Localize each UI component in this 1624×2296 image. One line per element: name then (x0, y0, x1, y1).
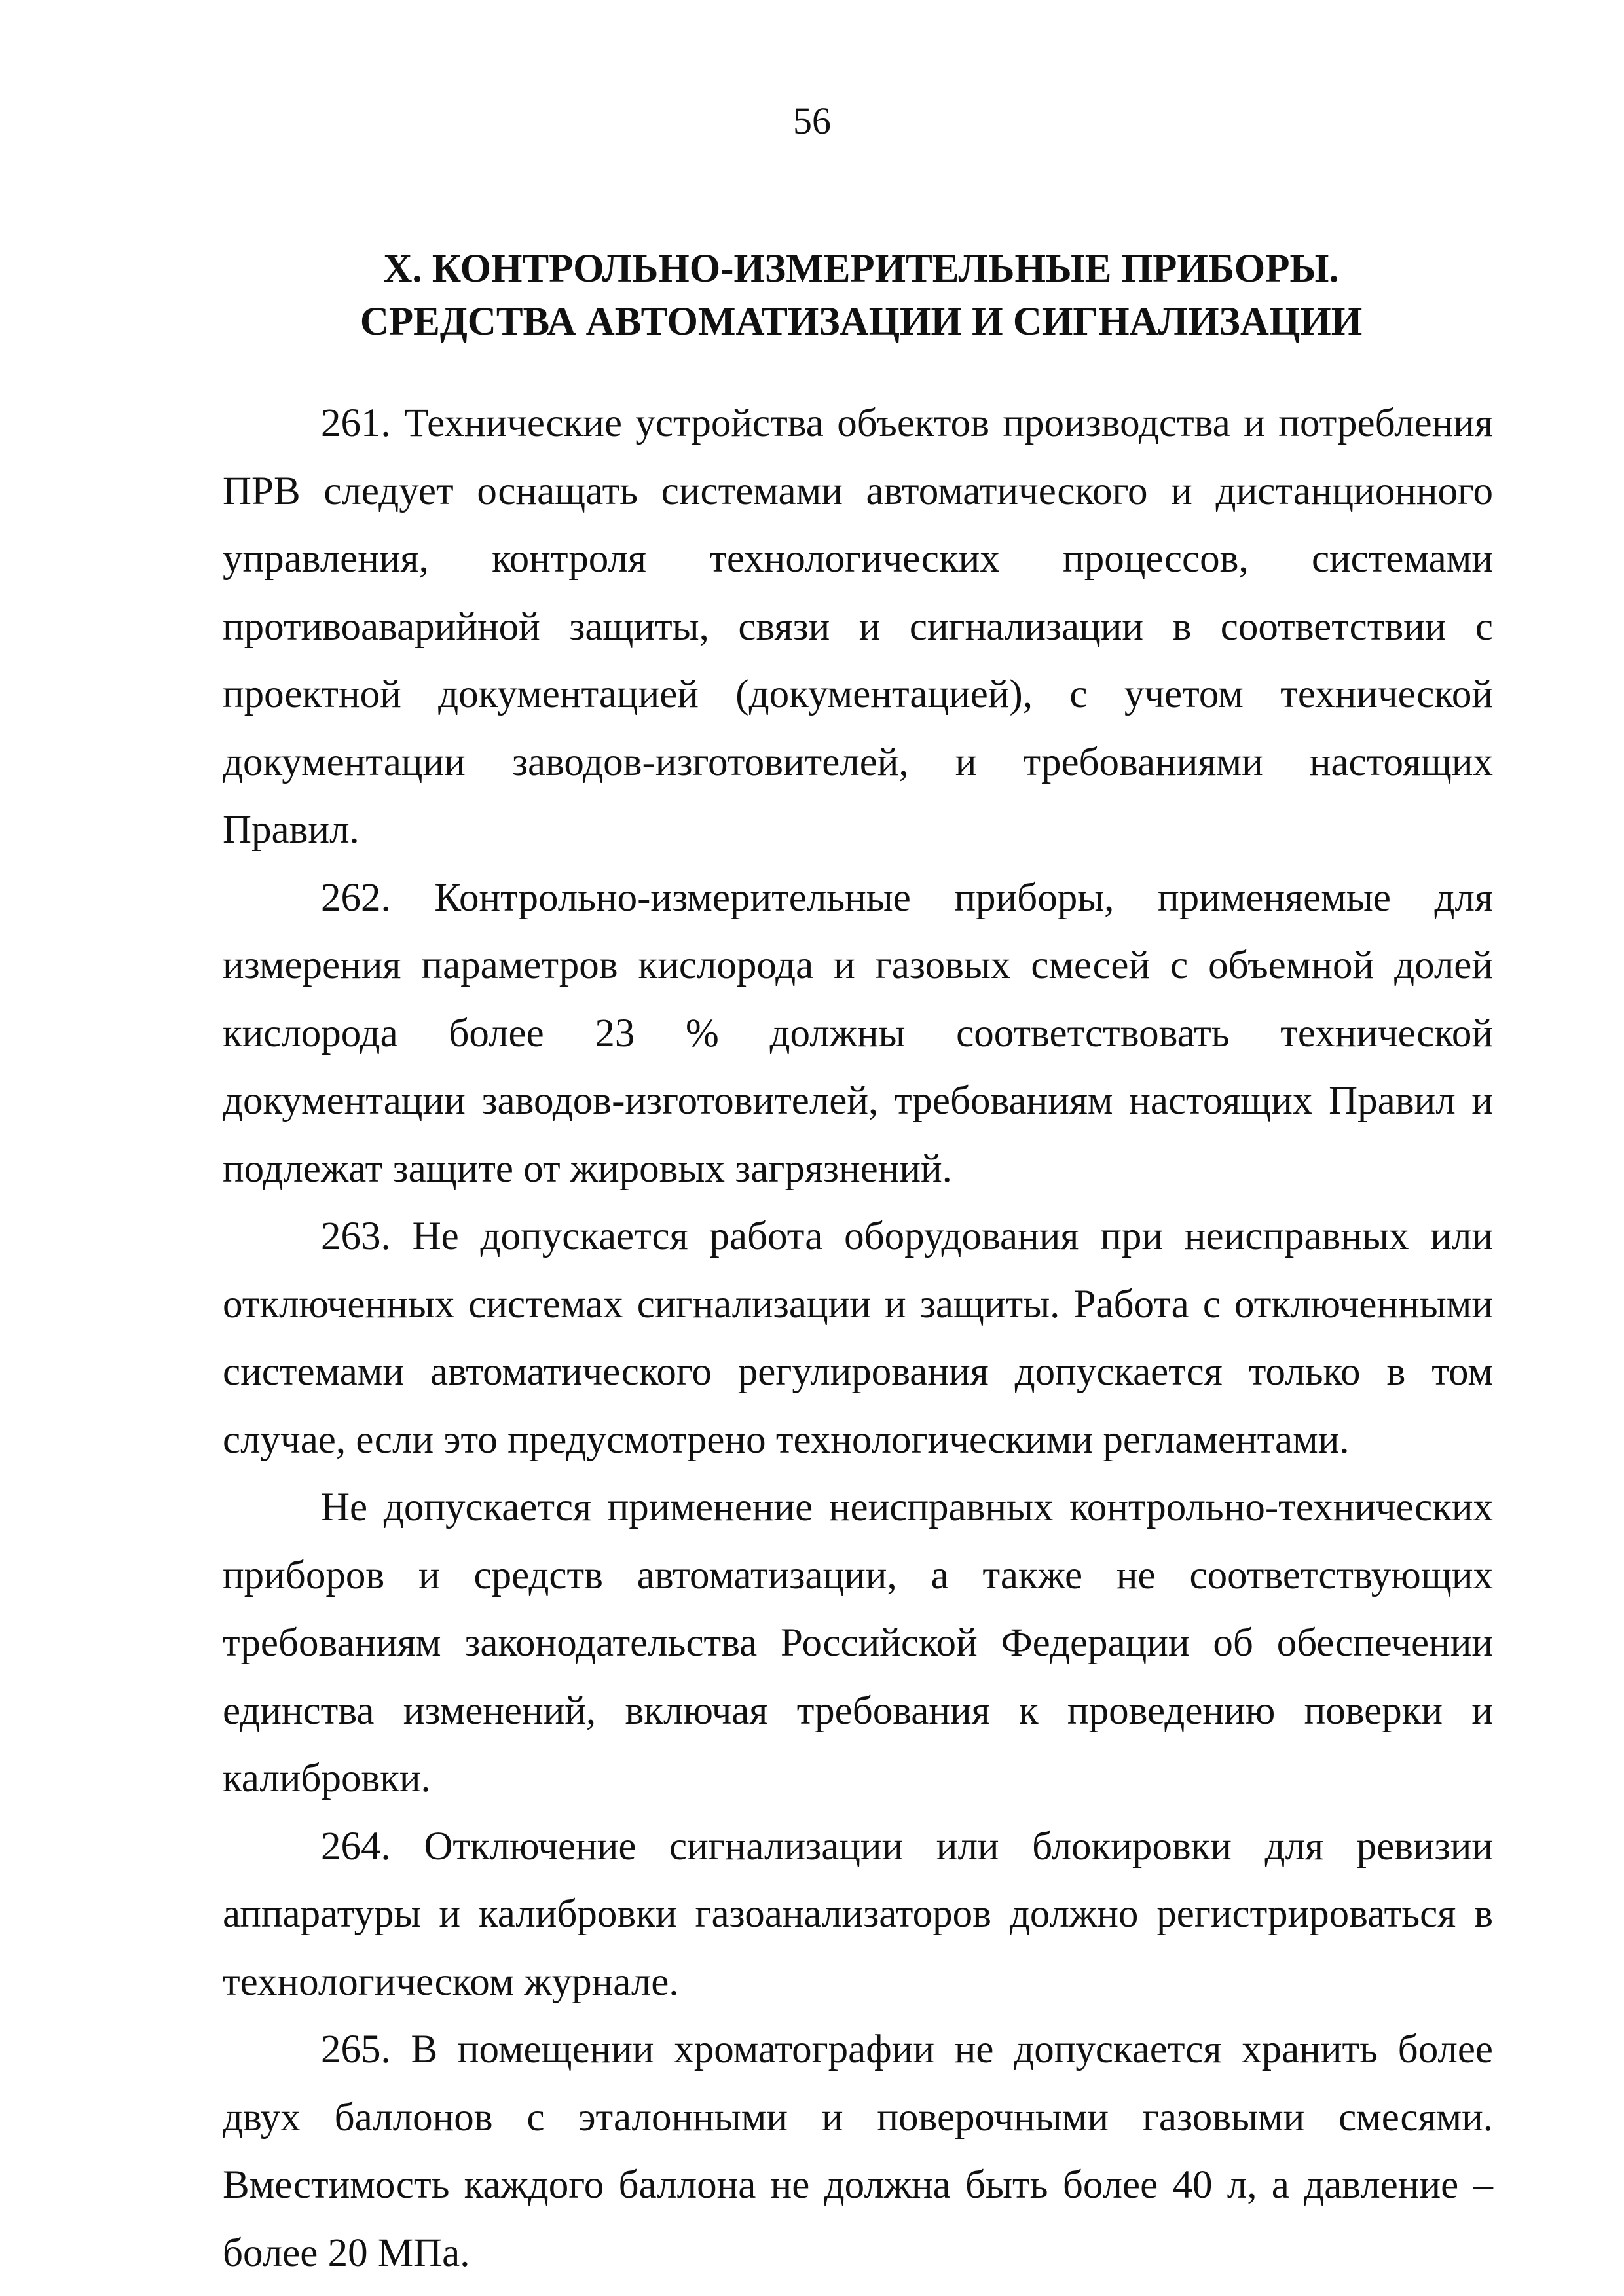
page-number: 56 (793, 100, 831, 142)
paragraph-263-continued: Не допускается применение неисправных контрольно-технических приборов и средств автоматизации, а также не соответствующих требованиям законодательства Российской Федерации об обеспечении единства изменений, включая требования к проведению поверки и калибровки. (223, 1485, 1493, 1800)
document-body (223, 390, 1493, 2287)
paragraph-264: 264. Отключение сигнализации или блокировки для ревизии аппаратуры и калибровки газоанализаторов должно регистрироваться в технологическом журнале. (223, 1824, 1493, 2004)
section-title (223, 242, 1500, 348)
section-title-line-1: X. КОНТРОЛЬНО-ИЗМЕРИТЕЛЬНЫЕ ПРИБОРЫ. (383, 247, 1339, 291)
section-title-line-2: СРЕДСТВА АВТОМАТИЗАЦИИ И СИГНАЛИЗАЦИИ (360, 300, 1363, 344)
paragraph-261: 261. Технические устройства объектов производства и потребления ПРВ следует оснащать системами автоматического и дистанционного управления, контроля технологических процессов, системами противоаварийной защиты, связи и сигнализации в соответствии с проектной документацией (документацией), с учетом технической документации заводов-изготовителей, и требованиями настоящих Правил. (223, 401, 1493, 852)
paragraph-262: 262. Контрольно-измерительные приборы, применяемые для измерения параметров кислорода и газовых смесей с объемной долей кислорода более 23 % должны соответствовать технической документации заводов-изготовителей, требованиям настоящих Правил и подлежат защите от жировых загрязнений. (223, 875, 1493, 1191)
paragraph-265: 265. В помещении хроматографии не допускается хранить более двух баллонов с эталонными и поверочными газовыми смесями. Вместимость каждого баллона не должна быть более 40 л, а давление – более 20 МПа. (223, 2028, 1493, 2275)
paragraph-263: 263. Не допускается работа оборудования при неисправных или отключенных системах сигнализации и защиты. Работа с отключенными системами автоматического регулирования допускается только в том случае, если это предусмотрено технологическими регламентами. (223, 1214, 1493, 1462)
